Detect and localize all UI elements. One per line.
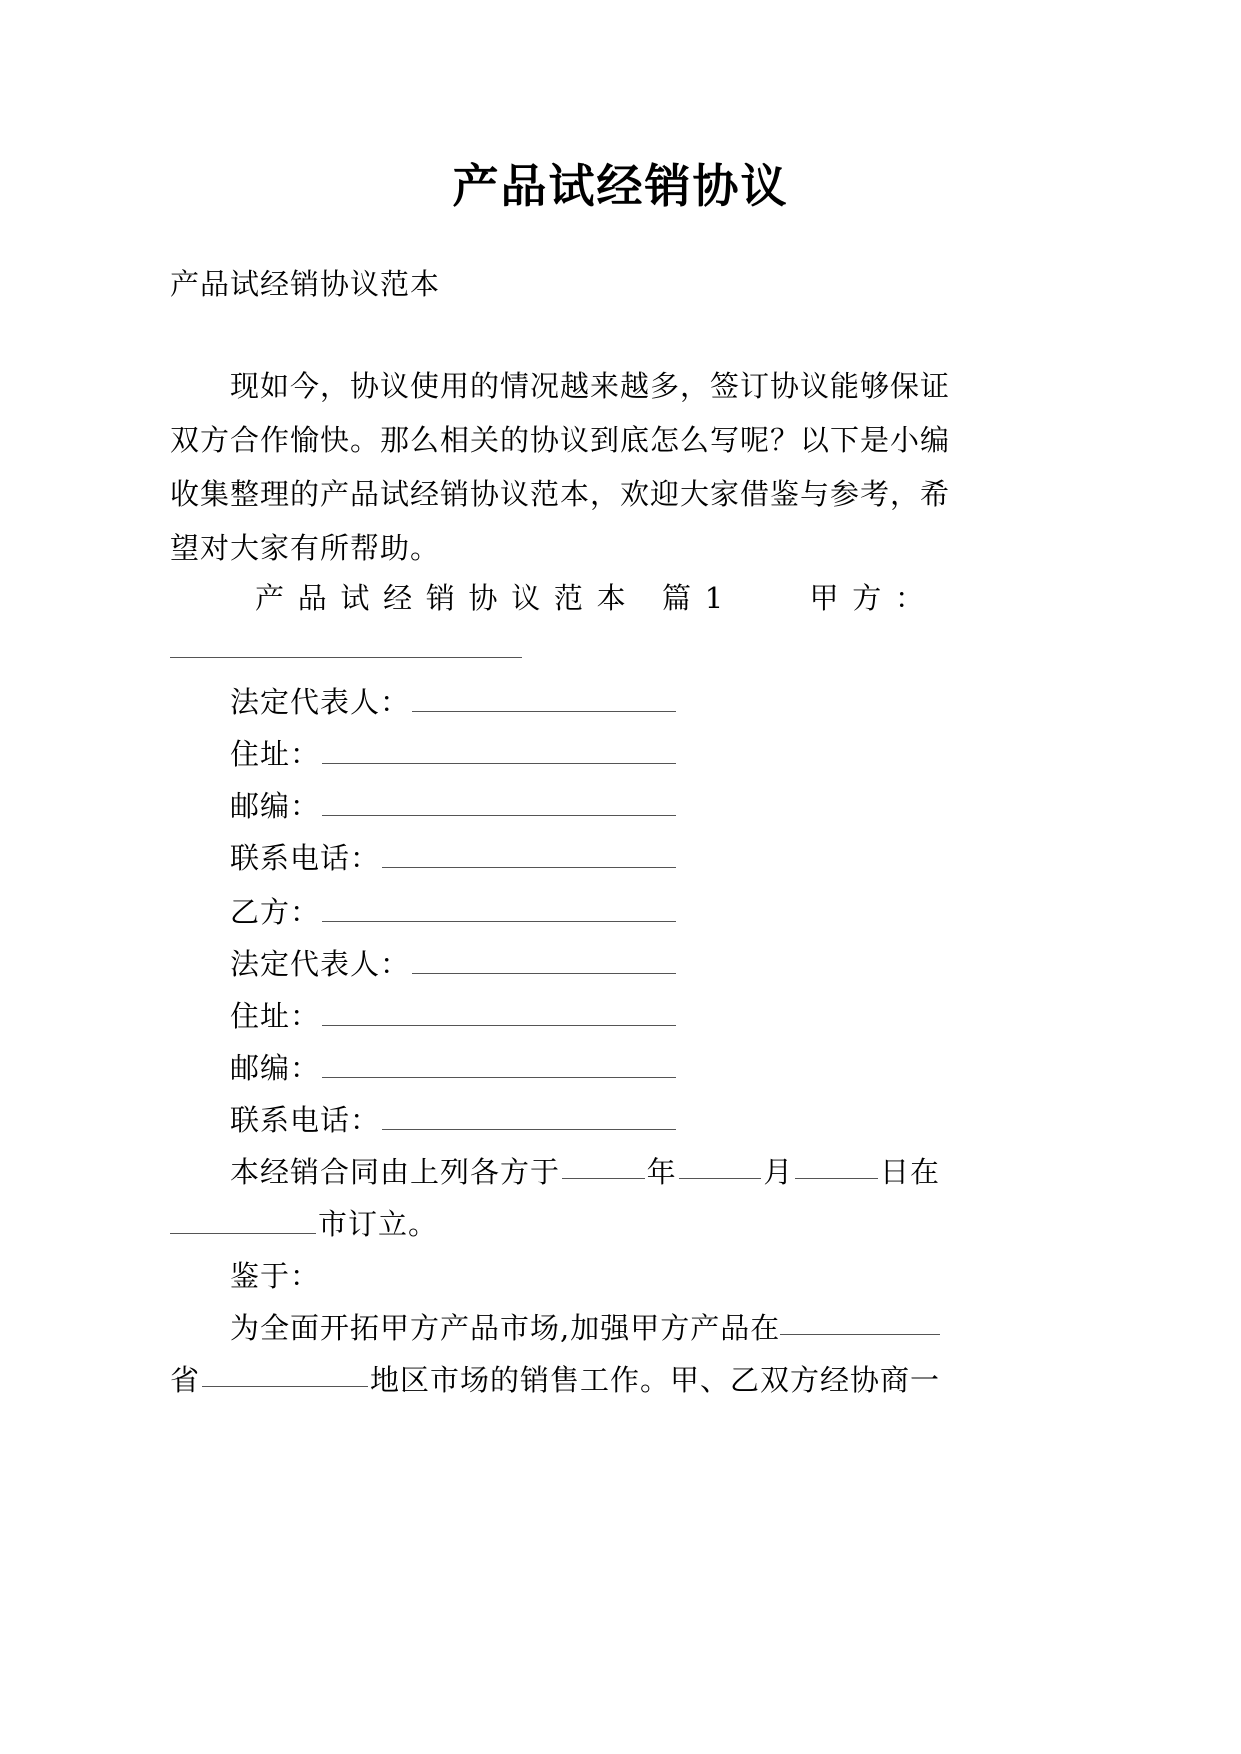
heading-char: 范 [553,581,584,615]
heading-char: 试 [340,581,371,615]
month-blank [679,1152,762,1179]
heading-char: 1 [704,581,725,615]
document-title: 产品试经销协议 [452,159,789,213]
heading-char: 议 [511,581,542,615]
party-a-phone: 联系电话： [230,838,678,878]
heading-char: 销 [425,581,456,615]
heading-char: 方 [852,581,883,615]
document-subtitle: 产品试经销协议范本 [170,267,441,301]
party-b-name: 乙方： [230,892,678,932]
heading-char: 甲 [809,581,840,615]
blank-line [322,737,676,764]
blank-line [322,895,676,922]
blank-line [382,841,676,868]
party-b-postcode: 邮编： [230,1048,678,1088]
contract-city-line: 市订立。 [170,1204,438,1244]
contract-date-line: 本经销合同由上列各方于 年 月 日在 [230,1152,940,1192]
party-a-address: 住址： [230,734,678,774]
heading-char: 产 [255,581,286,615]
clause-line-2: 省 地区市场的销售工作。甲、乙双方经协商一 [170,1360,940,1400]
year-blank [562,1152,645,1179]
heading-char: 本 [596,581,627,615]
intro-line-1: 现如今，协议使用的情况越来越多，签订协议能够保证 [230,369,951,403]
day-blank [795,1152,878,1179]
region-blank [780,1308,940,1335]
section-heading [255,578,925,618]
heading-char: 品 [297,581,328,615]
clause-line-1: 为全面开拓甲方产品市场,加强甲方产品在 [230,1308,940,1348]
blank-line [322,999,676,1026]
province-blank [202,1360,368,1387]
party-a-name-blank [170,628,522,668]
heading-char: ： [894,581,925,615]
heading-char: 协 [468,581,499,615]
intro-line-2: 双方合作愉快。那么相关的协议到底怎么写呢？以下是小编 [170,423,951,457]
party-b-address: 住址： [230,996,678,1036]
intro-line-3: 收集整理的产品试经销协议范本，欢迎大家借鉴与参考，希 [170,477,951,511]
blank-line [382,1103,676,1130]
heading-char: 经 [383,581,414,615]
party-b-phone: 联系电话： [230,1100,678,1140]
heading-char: 篇 [662,581,693,615]
intro-line-4: 望对大家有所帮助。 [170,531,441,565]
city-blank [170,1207,316,1234]
party-b-legal-rep: 法定代表人： [230,944,678,984]
blank-line [170,631,522,658]
blank-line [322,1051,676,1078]
blank-line [412,947,676,974]
blank-line [322,789,676,816]
whereas-label: 鉴于： [230,1259,321,1293]
blank-line [412,685,676,712]
party-a-postcode: 邮编： [230,786,678,826]
party-a-legal-rep: 法定代表人： [230,682,678,722]
